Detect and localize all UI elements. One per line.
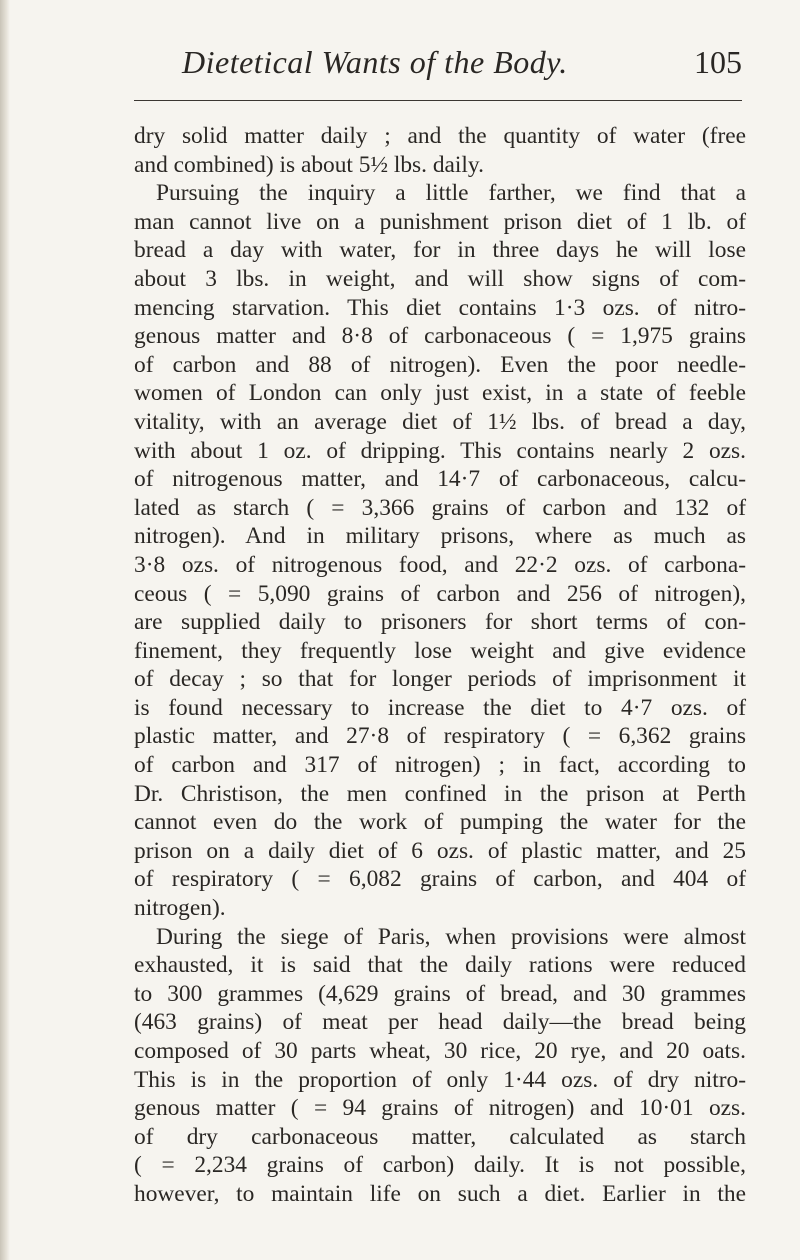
text-line: (463 grains) of meat per head daily—the bread being [134, 1009, 746, 1036]
page-number: 105 [694, 44, 742, 80]
text-line: nitrogen). And in military prisons, where as much as [134, 523, 746, 550]
text-line: finement, they frequently lose weight and give evidence [134, 637, 746, 664]
text-line: vitality, with an average diet of 1½ lbs. of bread a day, [134, 408, 746, 435]
text-line: cannot even do the work of pumping the water for the [134, 809, 746, 836]
page-header [130, 44, 742, 92]
page-binding-shadow [0, 0, 10, 1260]
text-line: exhausted, it is said that the daily rations were reduced [134, 952, 746, 979]
text-line: dry solid matter daily ; and the quantity of water (free [134, 123, 746, 149]
text-line: prison on a daily diet of 6 ozs. of plastic matter, and 25 [134, 837, 746, 864]
text-line: of carbon and 88 of nitrogen). Even the poor needle- [134, 351, 746, 378]
text-line: of decay ; so that for longer periods of imprisonment it [134, 666, 746, 693]
text-line: composed of 30 parts wheat, 30 rice, 20 rye, and 20 oats. [134, 1038, 746, 1064]
text-line: about 3 lbs. in weight, and will show signs of com- [134, 265, 746, 292]
text-line: genous matter ( = 94 grains of nitrogen) and 10·01 ozs. [134, 1095, 746, 1122]
text-line: women of London can only just exist, in a state of feeble [134, 380, 746, 407]
text-line: man cannot live on a punishment prison diet of 1 lb. of [134, 208, 746, 235]
text-line: Dr. Christison, the men confined in the prison at Perth [134, 780, 746, 807]
text-line: with about 1 oz. of dripping. This contains nearly 2 ozs. [134, 437, 746, 464]
text-line: of dry carbonaceous matter, calculated as starch [134, 1123, 746, 1150]
text-line: ceous ( = 5,090 grains of carbon and 256 of nitrogen), [134, 580, 746, 607]
text-line: ( = 2,234 grains of carbon) daily. It is not possible, [134, 1152, 746, 1179]
text-line: nitrogen). [134, 895, 226, 922]
text-line: mencing starvation. This diet contains 1·3 ozs. of nitro- [134, 294, 746, 321]
text-line: plastic matter, and 27·8 of respiratory ( = 6,362 grains [134, 723, 746, 750]
text-line: genous matter and 8·8 of carbonaceous ( = 1,975 grains [134, 323, 746, 350]
text-line: 3·8 ozs. of nitrogenous food, and 22·2 ozs. of carbona- [134, 551, 746, 578]
text-line: of carbon and 317 of nitrogen) ; in fact, according to [134, 752, 746, 779]
text-line: is found necessary to increase the diet to 4·7 ozs. of [134, 694, 746, 721]
text-line: to 300 grammes (4,629 grains of bread, and 30 grammes [134, 980, 746, 1007]
text-line: This is in the proportion of only 1·44 ozs. of dry nitro- [134, 1066, 746, 1093]
text-line: Pursuing the inquiry a little farther, we find that a [156, 180, 746, 207]
body-text [134, 122, 746, 1209]
header-rule [134, 100, 742, 101]
text-line: bread a day with water, for in three days he will lose [134, 237, 746, 264]
text-line: of nitrogenous matter, and 14·7 of carbonaceous, calcu- [134, 466, 746, 493]
running-title: Dietetical Wants of the Body. [182, 44, 568, 80]
text-line: however, to maintain life on such a diet. Earlier in the [134, 1180, 746, 1207]
text-line: During the siege of Paris, when provisions were almost [156, 923, 746, 950]
text-line: and combined) is about 5½ lbs. daily. [134, 151, 484, 178]
text-line: are supplied daily to prisoners for short terms of con- [134, 609, 746, 636]
text-line: of respiratory ( = 6,082 grains of carbon, and 404 of [134, 866, 746, 893]
text-line: lated as starch ( = 3,366 grains of carbon and 132 of [134, 494, 746, 521]
